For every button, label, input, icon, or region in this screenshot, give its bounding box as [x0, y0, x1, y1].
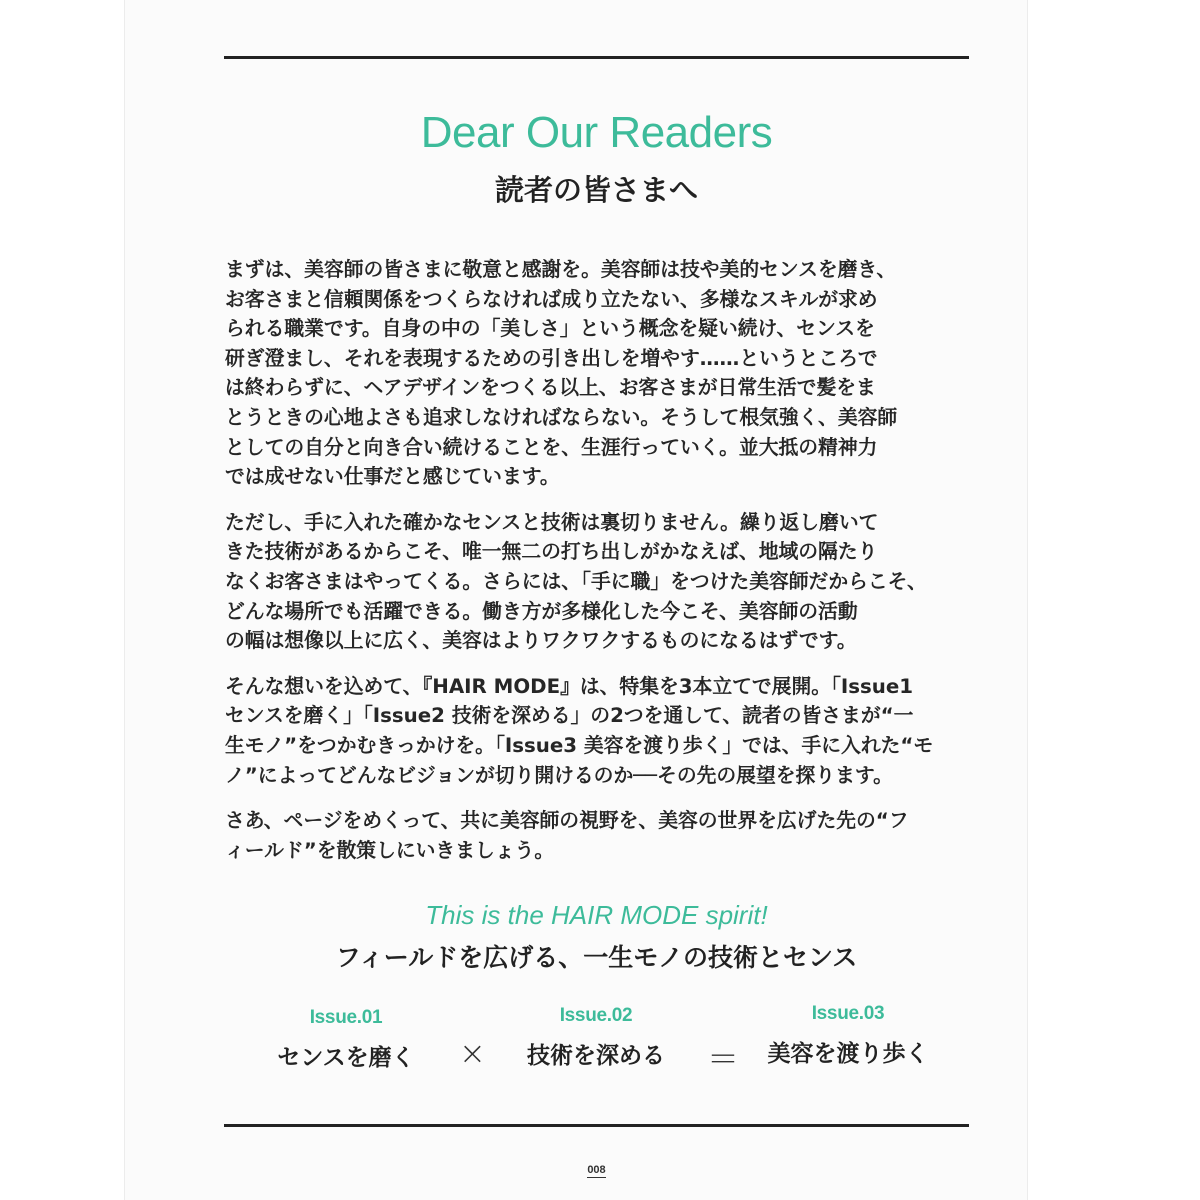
paragraph-4 [225, 806, 970, 865]
equals-icon: ＝ [707, 1040, 740, 1078]
paragraph-1 [225, 255, 970, 492]
text-line: なくお客さまはやってくる。さらには、「手に職」をつけた美容師だからこそ、 [225, 569, 927, 593]
text-line: さあ、ページをめくって、共に美容師の視野を、美容の世界を広げた先の“フ [225, 809, 909, 833]
issue-02 [496, 1005, 696, 1070]
bottom-divider [224, 1124, 969, 1127]
text-line: 生モノ”をつかむきっかけを。「Issue3 美容を渡り歩く」では、手に入れた“モ [225, 733, 934, 757]
text-line: そんな想いを込めて、『HAIR MODE』は、特集を3本立てで展開。「Issue1 [225, 674, 914, 698]
text-line: られる職業です。自身の中の「美しさ」という概念を疑い続け、センスを [225, 317, 875, 341]
paragraph-3 [225, 672, 970, 790]
page-title-en: Dear Our Readers [420, 108, 773, 157]
text-line: は終わらずに、ヘアデザインをつくる以上、お客さまが日常生活で髪をま [225, 376, 876, 400]
issue-number: Issue.03 [811, 1003, 885, 1024]
body-text [225, 255, 970, 881]
issue-01 [246, 1007, 446, 1072]
issue-name: 美容を渡り歩く [767, 1041, 929, 1067]
issue-name: 技術を深める [527, 1043, 665, 1069]
spirit-title-jp: フィールドを広げる、一生モノの技術とセンス [335, 943, 858, 972]
issue-number: Issue.02 [559, 1005, 633, 1026]
text-line: 研ぎ澄まし、それを表現するための引き出しを増やす……というところで [225, 346, 878, 370]
issue-number: Issue.01 [309, 1007, 383, 1028]
text-line: としての自分と向き合い続けることを、生涯行っていく。並大抵の精神力 [225, 435, 878, 459]
text-line: まずは、美容師の皆さまに敬意と感謝を。美容師は技や美的センスを磨き、 [225, 258, 897, 281]
text-line: の幅は想像以上に広く、美容はよりワクワクするものになるはずです。 [225, 629, 857, 653]
spirit-title-en: This is the HAIR MODE spirit! [425, 900, 768, 930]
text-line: とうときの心地よさも追求しなければならない。そうして根気強く、美容師 [225, 405, 898, 429]
text-line: では成せない仕事だと感じています。 [225, 465, 560, 489]
issue-name: センスを磨く [277, 1045, 415, 1071]
page-number-text: 008 [587, 1164, 606, 1176]
page-number [224, 1164, 969, 1176]
issue-03 [748, 1003, 948, 1068]
text-line: お客さまと信頼関係をつくらなければ成り立たない、多様なスキルが求め [225, 287, 878, 311]
times-icon: × [459, 1034, 486, 1072]
top-divider [224, 56, 969, 59]
page-title-jp: 読者の皆さまへ [494, 173, 698, 207]
paragraph-2 [225, 508, 970, 656]
text-line: どんな場所でも活躍できる。働き方が多様化した今こそ、美容師の活動 [225, 599, 858, 623]
text-line: ただし、手に入れた確かなセンスと技術は裏切りません。繰り返し磨いて [225, 510, 879, 534]
text-line: センスを磨く」「Issue2 技術を深める」の2つを通して、読者の皆さまが“一 [225, 704, 914, 728]
text-line: ィールド”を散策しにいきましょう。 [225, 838, 555, 862]
text-line: ノ”によってどんなビジョンが切り開けるのか──その先の展望を探ります。 [225, 763, 893, 787]
text-line: きた技術があるからこそ、唯一無二の打ち出しがかなえば、地域の隔たり [225, 540, 878, 564]
